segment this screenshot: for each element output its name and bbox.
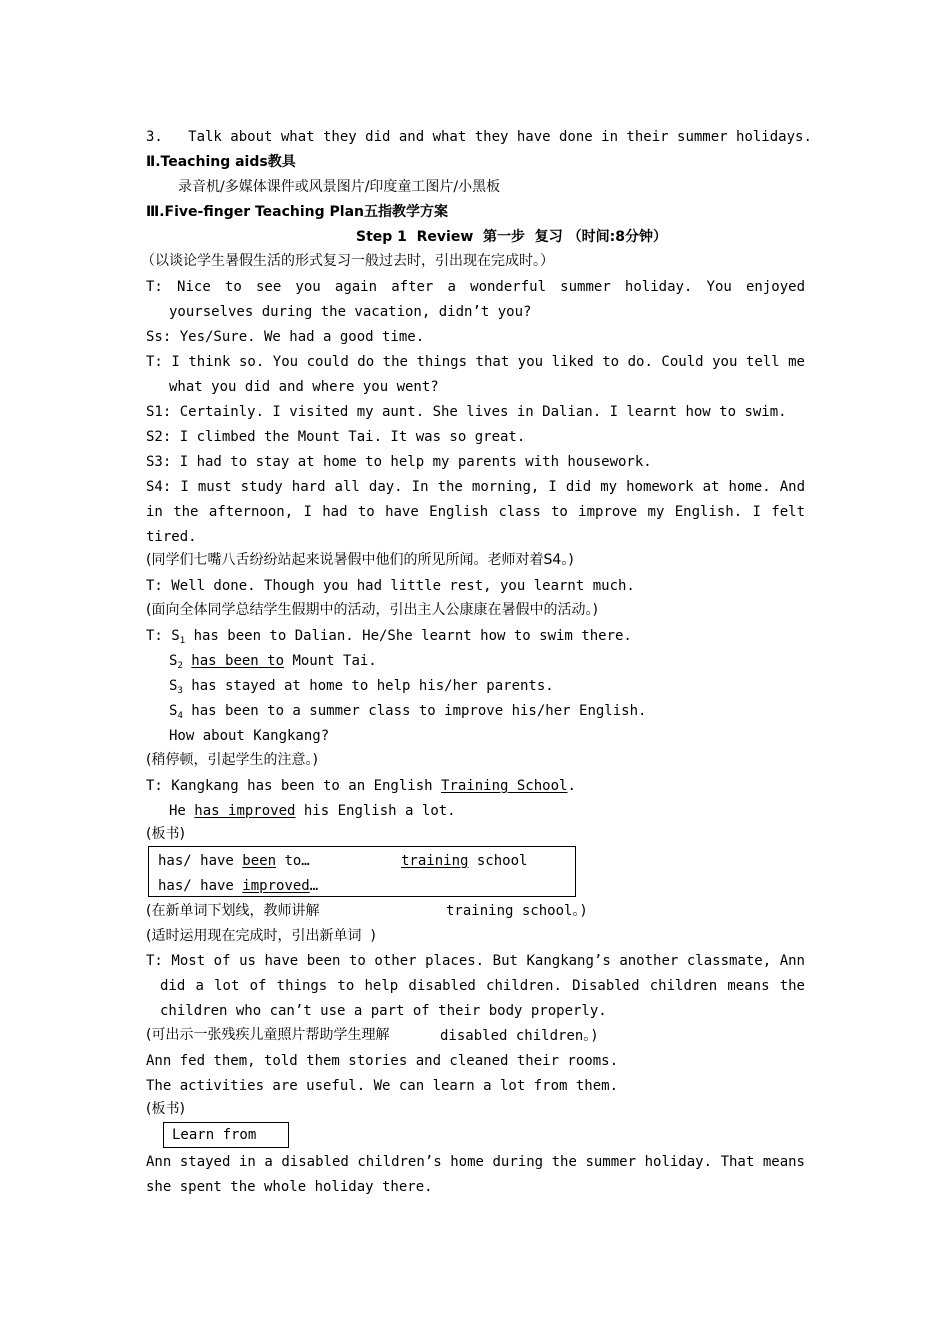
s4-letter: S <box>169 703 178 719</box>
blackboard-box-1 <box>148 846 576 897</box>
summary-s3 <box>169 677 554 695</box>
students-reply: Ss: Yes/Sure. We had a good time. <box>146 329 425 345</box>
summary-s4 <box>169 702 646 720</box>
teacher-line-5-post: . <box>567 778 576 794</box>
objective-item-3: 3. Talk about what they did and what they have done in their summer holidays. <box>146 129 812 145</box>
student-3-line: S3: I had to stay at home to help my parents with housework. <box>146 454 652 470</box>
board-r1-right-post: school <box>468 853 528 869</box>
teacher-line-4-prefix: T: S <box>146 628 180 644</box>
note-new-words: (适时运用现在完成时，引出新单词 ) <box>146 928 376 944</box>
underlined-has-improved: has improved <box>194 803 296 819</box>
student-4-line-c: tired. <box>146 529 197 545</box>
closing-line-b: she spent the whole holiday there. <box>146 1179 433 1195</box>
subscript-4: 4 <box>177 711 183 721</box>
board-r1-post: to… <box>276 853 310 869</box>
note-photo-a: (可出示一张残疾儿童照片帮助学生理解 <box>146 1027 390 1043</box>
board-row-2 <box>158 877 318 895</box>
underlined-has-been-to: has been to <box>191 653 285 669</box>
teacher-line-5b-pre: He <box>169 803 195 819</box>
ann-useful: The activities are useful. We can learn a lot from them. <box>146 1078 619 1094</box>
s3-rest: has stayed at home to help his/her parents. <box>182 678 554 694</box>
board-r2-pre: has/ have <box>158 878 243 894</box>
board-underlined-training: training <box>401 853 469 869</box>
board-underlined-improved: improved <box>242 878 310 894</box>
teacher-line-4-rest: has been to Dalian. He/She learnt how to swim there. <box>185 628 632 644</box>
note-underline-b: training school。) <box>446 903 588 919</box>
student-4-line-a: S4: I must study hard all day. In the morning, I did my homework at home. And <box>146 479 805 495</box>
subscript-2: 2 <box>177 661 183 671</box>
teacher-line-6b: did a lot of things to help disabled children. Disabled children means the <box>160 978 805 994</box>
step-1-heading: Step 1 Review 第一步 复习 （时间:8分钟） <box>356 229 667 245</box>
teacher-line-1b: yourselves during the vacation, didn’t you? <box>169 304 532 320</box>
student-4-line-b: in the afternoon, I had to have English class to improve my English. I felt <box>146 504 805 520</box>
subscript-1: 1 <box>179 636 186 646</box>
board-label-2: (板书) <box>146 1101 185 1117</box>
note-underline-a: (在新单词下划线，教师讲解 <box>146 903 320 919</box>
note-pause: (稍停顿，引起学生的注意。) <box>146 752 318 768</box>
teaching-aids-heading: Ⅱ.Teaching aids教具 <box>146 154 296 170</box>
s3-letter: S <box>169 678 178 694</box>
note-review-purpose: （以谈论学生暑假生活的形式复习一般过去时，引出现在完成时。） <box>141 253 554 269</box>
how-about-kangkang: How about Kangkang? <box>169 728 330 744</box>
s2-rest: Mount Tai. <box>284 653 377 669</box>
board-row-1-left <box>158 852 310 870</box>
teacher-line-5b <box>169 802 456 820</box>
teacher-line-2b: what you did and where you went? <box>169 379 439 395</box>
teacher-line-3: T: Well done. Though you had little rest, you learnt much. <box>146 578 635 594</box>
blackboard-box-2 <box>163 1122 289 1148</box>
teacher-line-1a: T: Nice to see you again after a wonderful summer holiday. You enjoyed <box>146 279 805 295</box>
ann-activities: Ann fed them, told them stories and cleaned their rooms. <box>146 1053 619 1069</box>
teacher-line-5 <box>146 777 576 795</box>
board-label-1: (板书) <box>146 826 185 842</box>
teacher-line-5-pre: T: Kangkang has been to an English <box>146 778 442 794</box>
board-underlined-been: been <box>242 853 277 869</box>
teaching-plan-heading: Ⅲ.Five-finger Teaching Plan五指教学方案 <box>146 204 449 220</box>
summary-s2 <box>169 652 377 670</box>
underlined-training-school: Training School <box>441 778 568 794</box>
board-row-1-right <box>401 852 527 870</box>
teacher-line-6a: T: Most of us have been to other places. But Kangkang’s another classmate, Ann <box>146 953 805 969</box>
teaching-aids-text: 录音机/多媒体课件或风景图片/印度童工图片/小黑板 <box>178 179 501 195</box>
teacher-line-4 <box>146 627 632 645</box>
board-r2-post: … <box>309 878 319 894</box>
teacher-line-5b-post: his English a lot. <box>295 803 456 819</box>
closing-line-a: Ann stayed in a disabled children’s home during the summer holiday. That means <box>146 1154 805 1170</box>
board-learn-from: Learn from <box>172 1127 257 1143</box>
board-r1-pre: has/ have <box>158 853 243 869</box>
student-2-line: S2: I climbed the Mount Tai. It was so great. <box>146 429 526 445</box>
note-students-share: (同学们七嘴八舌纷纷站起来说暑假中他们的所见所闻。老师对着S4。) <box>146 552 574 568</box>
s4-rest: has been to a summer class to improve his/her English. <box>182 703 647 719</box>
teacher-line-2a: T: I think so. You could do the things that you liked to do. Could you tell me <box>146 354 805 370</box>
s2-letter: S <box>169 653 178 669</box>
teacher-line-6c: children who can’t use a part of their body properly. <box>160 1003 607 1019</box>
note-photo-b: disabled children。) <box>440 1028 599 1044</box>
subscript-3: 3 <box>177 686 183 696</box>
student-1-line: S1: Certainly. I visited my aunt. She lives in Dalian. I learnt how to swim. <box>146 404 787 420</box>
note-summary: (面向全体同学总结学生假期中的活动，引出主人公康康在暑假中的活动。) <box>146 602 598 618</box>
